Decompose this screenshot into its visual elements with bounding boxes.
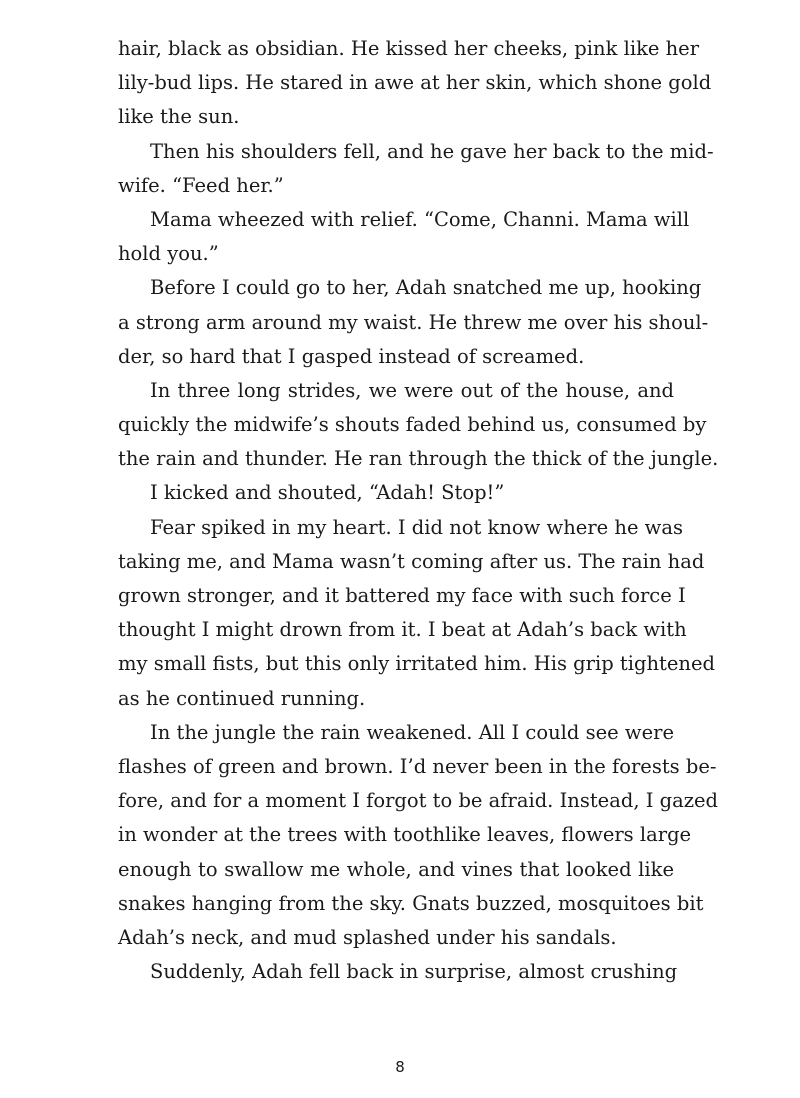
text-line: wife. “Feed her.” bbox=[118, 173, 284, 197]
text-line: lily-bud lips. He stared in awe at her skin, which shone gold bbox=[118, 71, 712, 95]
paragraph-first-line: Then his shoulders fell, and he gave her back to the mid- bbox=[150, 139, 714, 163]
paragraph-first-line: I kicked and shouted, “Adah! Stop!” bbox=[150, 481, 505, 505]
text-line: thought I might drown from it. I beat at Adah’s back with bbox=[118, 618, 687, 642]
text-line: hair, black as obsidian. He kissed her cheeks, pink like her bbox=[118, 37, 700, 60]
text-line: a strong arm around my waist. He threw me over his shoul- bbox=[118, 310, 709, 334]
text-line: like the sun. bbox=[118, 105, 240, 129]
text-line: der, so hard that I gasped instead of screamed. bbox=[118, 344, 585, 368]
text-line: fore, and for a moment I forgot to be afraid. Instead, I gazed bbox=[118, 789, 719, 813]
paragraph-first-line: In three long strides, we were out of the house, and bbox=[150, 378, 674, 402]
text-line: hold you.” bbox=[118, 242, 219, 266]
text-line: my small fists, but this only irritated him. His grip tightened bbox=[118, 652, 715, 676]
text-line: flashes of green and brown. I’d never been in the forests be- bbox=[118, 754, 717, 778]
book-page-text bbox=[118, 32, 719, 989]
paragraph-first-line: In the jungle the rain weakened. All I could see were bbox=[150, 720, 674, 744]
paragraph-first-line: Before I could go to her, Adah snatched me up, hooking bbox=[150, 276, 702, 300]
text-line: snakes hanging from the sky. Gnats buzzed, mosquitoes bit bbox=[118, 891, 704, 915]
paragraph-first-line: Mama wheezed with relief. “Come, Channi. Mama will bbox=[150, 207, 690, 231]
paragraph-first-line: Fear spiked in my heart. I did not know where he was bbox=[150, 515, 684, 539]
text-line: grown stronger, and it battered my face with such force I bbox=[118, 584, 686, 607]
text-line: the rain and thunder. He ran through the thick of the jungle. bbox=[118, 447, 719, 471]
text-line: taking me, and Mama wasn’t coming after us. The rain had bbox=[118, 549, 705, 573]
text-line: in wonder at the trees with toothlike leaves, flowers large bbox=[118, 823, 692, 847]
paragraph-first-line: Suddenly, Adah fell back in surprise, almost crushing bbox=[150, 960, 678, 984]
text-line: quickly the midwife’s shouts faded behind us, consumed by bbox=[118, 413, 707, 437]
text-line: enough to swallow me whole, and vines that looked like bbox=[118, 857, 674, 881]
text-line: as he continued running. bbox=[118, 686, 366, 710]
text-line: Adah’s neck, and mud splashed under his sandals. bbox=[118, 925, 617, 949]
page-number: 8 bbox=[395, 1058, 405, 1076]
